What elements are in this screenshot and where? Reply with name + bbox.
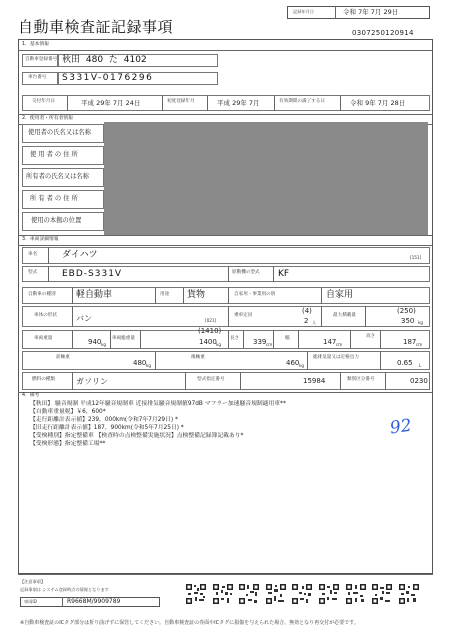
capacity-unit: 人 bbox=[312, 320, 317, 325]
category-value: 0230 bbox=[410, 377, 428, 385]
qr-code-1-icon bbox=[185, 583, 207, 605]
owner-label-2: 所有者の氏名又は名称 bbox=[26, 173, 89, 180]
qr-code-9-icon bbox=[398, 583, 420, 605]
fuel-label: 燃料の種類 bbox=[32, 377, 55, 382]
qr-code-5-icon bbox=[291, 583, 313, 605]
capacity-label: 乗車定員 bbox=[234, 313, 253, 318]
gross-value: 1400 bbox=[199, 338, 217, 346]
type-value: 軽自動車 bbox=[76, 290, 113, 300]
notice-text: 記録事項は システム登録時点の情報となります bbox=[20, 587, 109, 592]
displacement-unit: L bbox=[419, 363, 422, 368]
issued-label: 交付年月日 bbox=[32, 99, 55, 104]
section-vehicle-title: 3．車両詳細情報 bbox=[22, 237, 59, 242]
front-axle-unit: kg bbox=[146, 363, 152, 368]
designation-value: 15984 bbox=[303, 377, 326, 385]
owner-label-3: 所 有 者 の 住 所 bbox=[30, 195, 78, 202]
note-line-3: 【旧走行距離計表示値】187，900km(令和5年7月25日) * bbox=[30, 425, 184, 431]
redacted-owner-info bbox=[104, 122, 428, 235]
length-unit: cm bbox=[266, 342, 273, 347]
owner-label-0: 使用者の氏名又は名称 bbox=[28, 129, 91, 136]
height-unit: cm bbox=[416, 342, 423, 347]
maker-label: 車名 bbox=[28, 252, 38, 257]
rear-axle-label: 後軸重 bbox=[191, 355, 205, 360]
category-label: 類別区分番号 bbox=[347, 377, 375, 382]
front-axle-value: 480 bbox=[133, 359, 147, 367]
use-value: 貨物 bbox=[187, 290, 206, 300]
shape-value: バン bbox=[76, 314, 92, 323]
doc-number: 0307250120914 bbox=[352, 29, 414, 37]
capacity-top: (4) bbox=[302, 307, 312, 315]
type-label: 自動車の種別 bbox=[28, 292, 56, 297]
displacement-label: 総排気量又は定格出力 bbox=[313, 355, 359, 360]
weight-unit: kg bbox=[101, 342, 107, 347]
note-line-1: 【自動車重量税】￥6，600* bbox=[30, 409, 106, 415]
expiry-label: 有効期間の満了する日 bbox=[279, 99, 325, 104]
first-reg-value: 平成 29年 7月 bbox=[217, 99, 260, 107]
bottom-notice: ※自動車検査証のICタグ部分は折り曲げずに保管してください。自動車検査証の券面やICタグに損傷を与えられた場合、無効となり再交付が必要です。 bbox=[20, 620, 359, 626]
length-label: 長さ bbox=[230, 336, 240, 341]
weight-value: 940 bbox=[88, 338, 102, 346]
notice-title: 【注意事項】 bbox=[20, 579, 46, 584]
plate-label: 自動車登録番号 bbox=[25, 57, 58, 62]
handwritten-mark: 92 bbox=[388, 415, 413, 439]
max-load-value: 350 bbox=[401, 317, 415, 325]
shape-label: 車体の形状 bbox=[34, 313, 57, 318]
model-value: EBD-S331V bbox=[62, 269, 123, 279]
section-owners-title: 2．使用者・所有者情報 bbox=[22, 116, 74, 121]
engine-label: 原動機の型式 bbox=[232, 270, 260, 275]
section-notes-title: 4．備考 bbox=[22, 393, 40, 398]
vin-label: 車台番号 bbox=[28, 75, 47, 80]
record-label: 車両ID bbox=[24, 599, 37, 604]
section-basic-title: 1．基本情報 bbox=[22, 42, 50, 47]
issue-date-label: 記録年月日 bbox=[293, 9, 314, 14]
vin-value: S331V-0176296 bbox=[62, 73, 154, 83]
note-line-5: 【受検形態】指定整備工場** bbox=[30, 441, 106, 447]
model-label: 型式 bbox=[28, 270, 38, 275]
max-load-unit: kg bbox=[418, 320, 424, 325]
expiry-value: 令和 9年 7月 28日 bbox=[350, 99, 406, 107]
maker-value: ダイハツ bbox=[62, 250, 98, 260]
issue-date-value: 令和 7年 7月 29日 bbox=[343, 8, 399, 16]
rear-axle-value: 460 bbox=[286, 359, 300, 367]
maker-code: [151] bbox=[410, 255, 422, 260]
front-axle-label: 前軸重 bbox=[56, 355, 70, 360]
qr-code-8-icon bbox=[371, 583, 393, 605]
capacity-value: 2 bbox=[304, 317, 309, 325]
shape-code: [021] bbox=[205, 318, 217, 323]
weight-label: 車両重量 bbox=[34, 336, 53, 341]
gross-unit: kg bbox=[216, 342, 222, 347]
qr-code-4-icon bbox=[265, 583, 287, 605]
length-value: 339 bbox=[253, 338, 267, 346]
engine-value: KF bbox=[278, 269, 290, 279]
first-reg-label: 初度登録年月 bbox=[167, 99, 195, 104]
displacement-value: 0.65 bbox=[397, 359, 413, 367]
rear-axle-unit: kg bbox=[299, 363, 305, 368]
height-value: 187 bbox=[403, 338, 417, 346]
note-line-4: 【受検種別】指定整備車 【検査時の点検整備実施状況】点検整備記録簿記載あり* bbox=[30, 433, 244, 439]
record-value: R9668M/9909789 bbox=[67, 598, 121, 605]
fuel-value: ガソリン bbox=[76, 377, 108, 386]
note-line-0: 【秋田】 騒音規制 平成12年騒音規制車 近接排気騒音規制値97dB マフラー加速騒音規制適用車** bbox=[30, 401, 286, 407]
gross-label: 車両総重量 bbox=[112, 336, 135, 341]
max-load-label: 最大積載量 bbox=[333, 313, 356, 318]
designation-label: 型式指定番号 bbox=[197, 377, 225, 382]
max-load-top: (250) bbox=[397, 307, 416, 315]
private-label: 自家用・事業用の別 bbox=[234, 292, 276, 297]
owner-label-4: 使用の本拠の位置 bbox=[31, 217, 82, 224]
issued-value: 平成 29年 7月 24日 bbox=[81, 99, 141, 107]
width-label: 幅 bbox=[285, 336, 290, 341]
qr-code-7-icon bbox=[345, 583, 367, 605]
gross-top: (1410) bbox=[198, 327, 222, 335]
qr-code-2-icon bbox=[212, 583, 234, 605]
height-label: 高さ bbox=[366, 334, 376, 339]
use-label: 用途 bbox=[160, 292, 170, 297]
width-value: 147 bbox=[323, 338, 337, 346]
private-value: 自家用 bbox=[326, 290, 354, 300]
note-line-2: 【走行距離計表示値】239，000km(令和7年7月29日) * bbox=[30, 417, 178, 423]
document-title: 自動車検査証記録事項 bbox=[18, 18, 174, 36]
qr-code-3-icon bbox=[238, 583, 260, 605]
plate-value: 秋田 480 た 4102 bbox=[62, 55, 147, 65]
owner-label-1: 使 用 者 の 住 所 bbox=[30, 151, 78, 158]
qr-code-6-icon bbox=[318, 583, 340, 605]
width-unit: cm bbox=[336, 342, 343, 347]
